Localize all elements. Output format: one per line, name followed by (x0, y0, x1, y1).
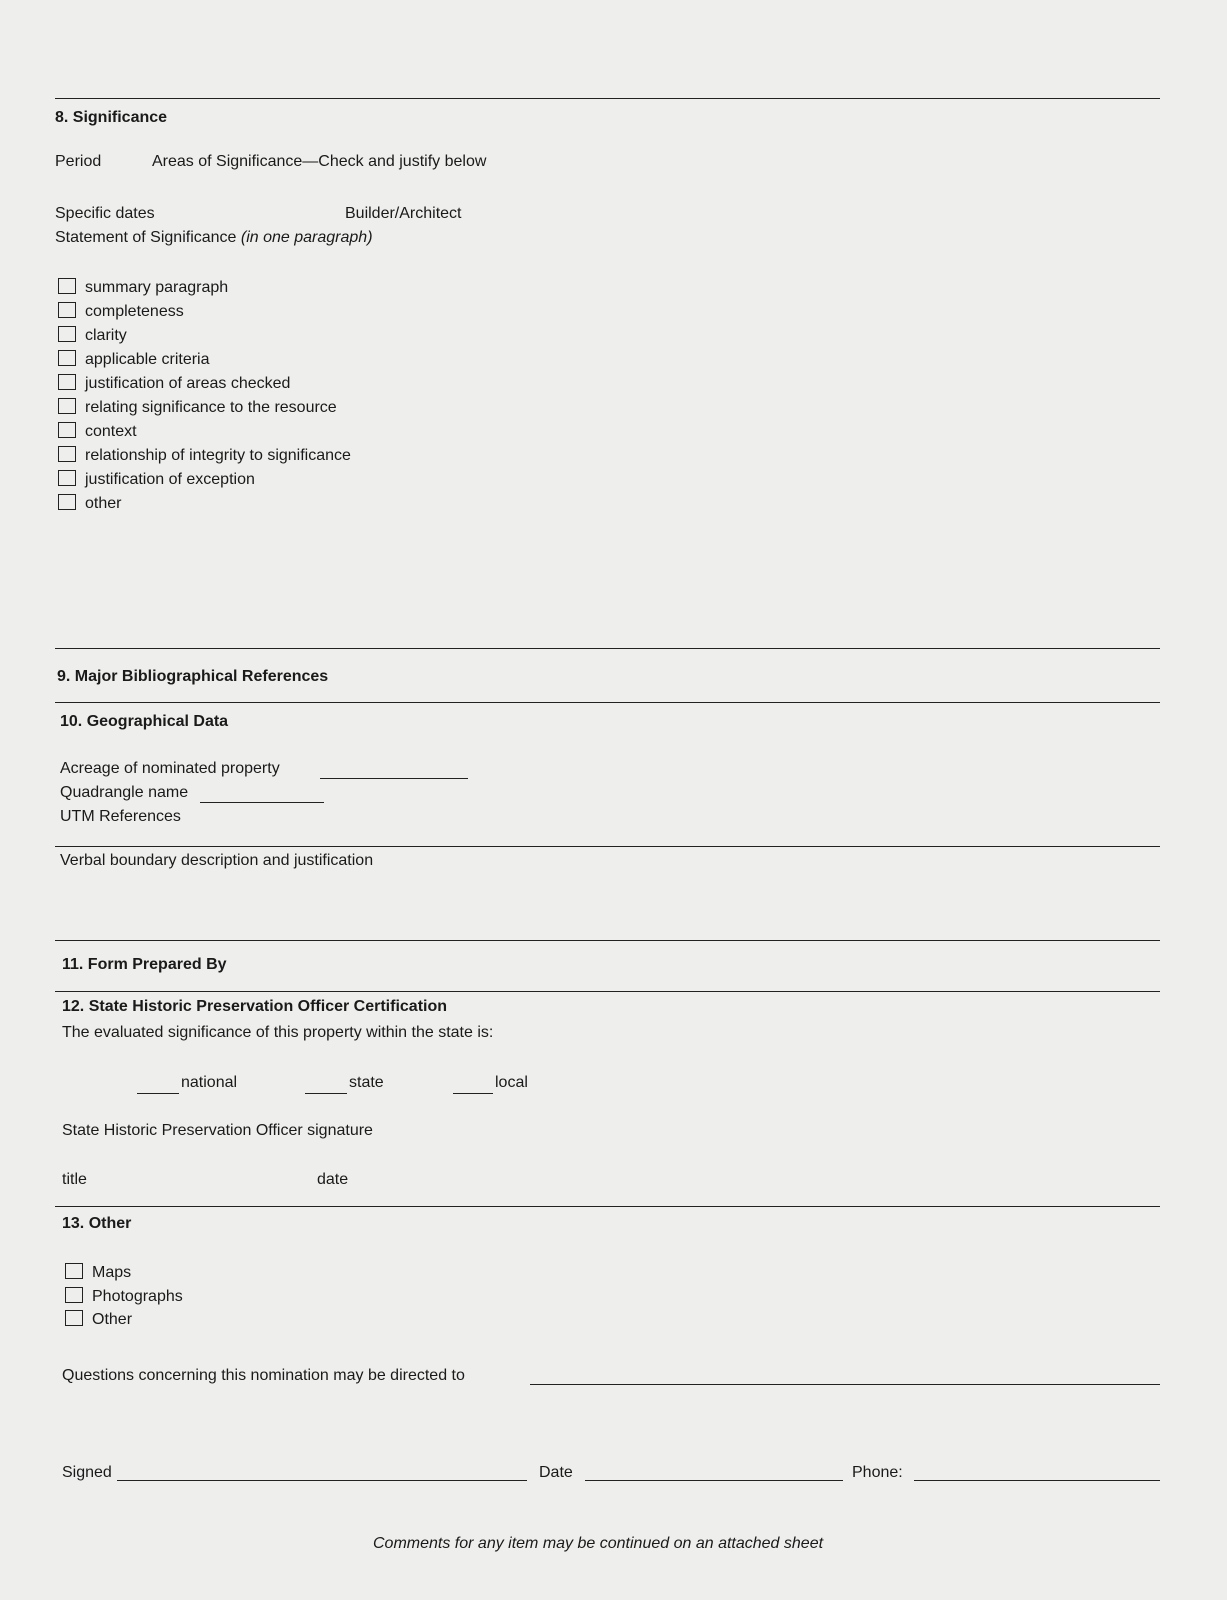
acreage-field[interactable] (320, 778, 468, 779)
questions-label: Questions concerning this nomination may be directed to (62, 1367, 465, 1384)
section-11-bottom-rule (55, 991, 1160, 992)
period-label: Period (55, 153, 102, 170)
other-item-label: Other (92, 1311, 133, 1328)
statement-label: Statement of Significance (55, 229, 237, 246)
statement-of-significance (55, 230, 373, 246)
title-label: title (62, 1171, 87, 1188)
statement-note: (in one paragraph) (240, 229, 373, 246)
acreage-label: Acreage of nominated property (60, 760, 280, 777)
section-12-bottom-rule (55, 1206, 1160, 1207)
top-rule (55, 98, 1160, 99)
checklist-label: summary paragraph (85, 279, 229, 296)
utm-bottom-rule (55, 846, 1160, 847)
signed-label: Signed (62, 1464, 112, 1481)
local-blank[interactable] (453, 1093, 493, 1094)
checklist-label: context (85, 423, 137, 440)
section-12-title: 12. State Historic Preservation Officer Certification (62, 998, 448, 1015)
phone-field[interactable] (914, 1480, 1160, 1481)
checkbox[interactable] (58, 398, 76, 414)
checkbox[interactable] (58, 470, 76, 486)
other-item-label: Photographs (92, 1288, 183, 1305)
checkbox[interactable] (58, 494, 76, 510)
section-9-title: 9. Major Bibliographical References (57, 668, 329, 685)
section-11-title: 11. Form Prepared By (62, 956, 227, 973)
footer-note: Comments for any item may be continued on an attached sheet (373, 1535, 824, 1552)
checkbox[interactable] (58, 326, 76, 342)
checklist-label: applicable criteria (85, 351, 210, 368)
checkbox[interactable] (65, 1263, 83, 1279)
other-item-label: Maps (92, 1264, 132, 1281)
checklist-label: justification of exception (85, 471, 255, 488)
utm-label: UTM References (60, 808, 181, 825)
builder-architect-label: Builder/Architect (345, 205, 462, 222)
section-9-bottom-rule (55, 702, 1160, 703)
checkbox[interactable] (58, 422, 76, 438)
phone-label: Phone: (852, 1464, 903, 1481)
quadrangle-field[interactable] (200, 802, 324, 803)
quadrangle-label: Quadrangle name (60, 784, 189, 801)
specific-dates-label: Specific dates (55, 205, 155, 222)
checklist-label: justification of areas checked (85, 375, 291, 392)
checkbox[interactable] (58, 446, 76, 462)
date-label-bottom: Date (539, 1464, 573, 1481)
checkbox[interactable] (58, 374, 76, 390)
checkbox[interactable] (65, 1287, 83, 1303)
national-label: national (181, 1074, 238, 1091)
local-label: local (495, 1074, 528, 1091)
section-13-title: 13. Other (62, 1215, 132, 1232)
verbal-boundary-label: Verbal boundary description and justification (60, 852, 374, 869)
evaluated-significance-label: The evaluated significance of this property within the state is: (62, 1024, 494, 1041)
shpo-signature-label: State Historic Preservation Officer signature (62, 1122, 373, 1139)
questions-field[interactable] (530, 1384, 1160, 1385)
checkbox[interactable] (58, 302, 76, 318)
state-blank[interactable] (305, 1093, 347, 1094)
national-blank[interactable] (137, 1093, 179, 1094)
checklist-label: completeness (85, 303, 184, 320)
section-10-bottom-rule (55, 940, 1160, 941)
checklist-label: clarity (85, 327, 127, 344)
section-8-bottom-rule (55, 648, 1160, 649)
checklist-label: other (85, 495, 122, 512)
areas-of-significance-label: Areas of Significance—Check and justify below (152, 153, 487, 170)
checklist-label: relationship of integrity to significance (85, 447, 351, 464)
date-field[interactable] (585, 1480, 843, 1481)
checklist-label: relating significance to the resource (85, 399, 337, 416)
checkbox[interactable] (65, 1310, 83, 1326)
checkbox[interactable] (58, 278, 76, 294)
signed-field[interactable] (117, 1480, 527, 1481)
section-8-title: 8. Significance (55, 109, 168, 126)
checkbox[interactable] (58, 350, 76, 366)
section-10-title: 10. Geographical Data (60, 713, 229, 730)
state-label: state (349, 1074, 384, 1091)
date-label: date (317, 1171, 349, 1188)
